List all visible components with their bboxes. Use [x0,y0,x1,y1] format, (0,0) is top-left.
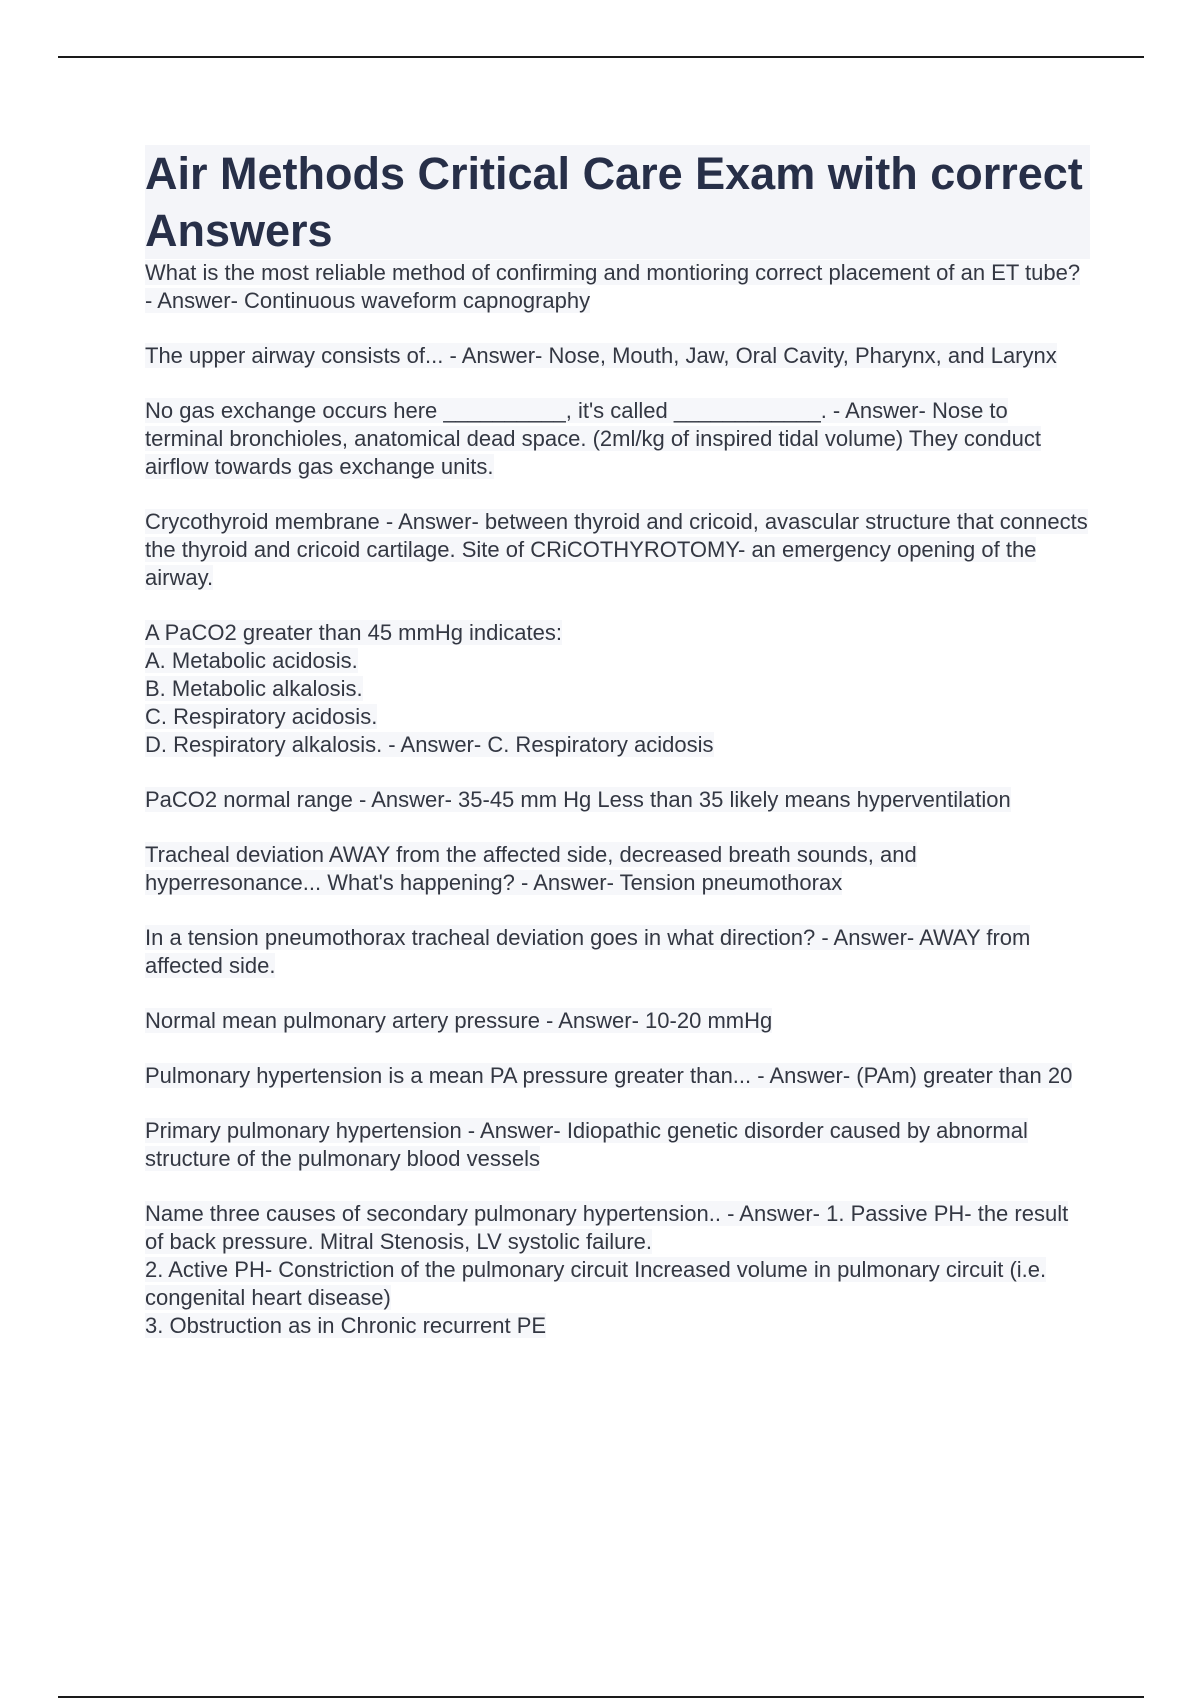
qa-item [145,1200,1090,1340]
qa-item [145,397,1090,481]
top-divider [58,56,1144,58]
qa-text: Crycothyroid membrane - Answer- between thyroid and cricoid, avascular structure that connects the thyroid and cricoid cartilage. Site of CRiCOTHYROTOMY- an emergency opening of the airway. [145,509,1088,590]
qa-list [145,259,1090,1340]
qa-text: What is the most reliable method of confirming and montioring correct placement of an ET tube? - Answer- Continuous waveform capnography [145,260,1081,313]
qa-text: No gas exchange occurs here __________, it's called ____________. - Answer- Nose to terminal bronchioles, anatomical dead space. (2ml/kg of inspired tidal volume) They conduct airflow towards gas exchange units. [145,398,1041,479]
qa-item [145,841,1090,897]
qa-text: A PaCO2 greater than 45 mmHg indicates: A. Metabolic acidosis. B. Metabolic alkalosis. C. Respiratory acidosis. D. Respiratory alkalosis. - Answer- C. Respiratory acidosis [145,620,714,757]
qa-text: The upper airway consists of... - Answer- Nose, Mouth, Jaw, Oral Cavity, Pharynx, and Larynx [145,343,1057,368]
qa-text: Name three causes of secondary pulmonary hypertension.. - Answer- 1. Passive PH- the result of back pressure. Mitral Stenosis, LV systolic failure. 2. Active PH- Constriction of the pulmonary circuit Increased volume in pulmonary circuit (i.e. congenital heart disease) 3. Obstruction as in Chronic recurrent PE [145,1201,1069,1338]
page-title: Air Methods Critical Care Exam with correct Answers [145,145,1090,259]
qa-item [145,1117,1090,1173]
qa-item [145,259,1090,315]
qa-text: Pulmonary hypertension is a mean PA pressure greater than... - Answer- (PAm) greater than 20 [145,1063,1073,1088]
qa-item [145,1062,1090,1090]
qa-text: Tracheal deviation AWAY from the affected side, decreased breath sounds, and hyperresonance... What's happening? - Answer- Tension pneumothorax [145,842,917,895]
bottom-divider [58,1696,1144,1698]
qa-text: Normal mean pulmonary artery pressure - Answer- 10-20 mmHg [145,1008,773,1033]
qa-item [145,1007,1090,1035]
document-body [145,145,1090,1367]
qa-item [145,924,1090,980]
qa-item [145,619,1090,759]
qa-text: PaCO2 normal range - Answer- 35-45 mm Hg Less than 35 likely means hyperventilation [145,787,1011,812]
qa-item [145,508,1090,592]
qa-text: Primary pulmonary hypertension - Answer- Idiopathic genetic disorder caused by abnormal structure of the pulmonary blood vessels [145,1118,1028,1171]
qa-text: In a tension pneumothorax tracheal deviation goes in what direction? - Answer- AWAY from affected side. [145,925,1031,978]
qa-item [145,786,1090,814]
qa-item [145,342,1090,370]
